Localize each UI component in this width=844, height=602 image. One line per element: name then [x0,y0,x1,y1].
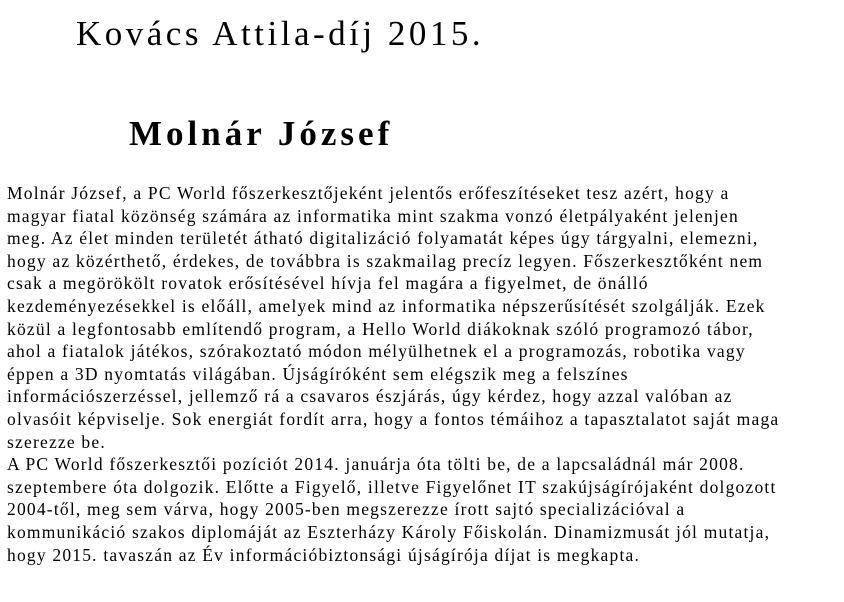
text-line: Molnár József, a PC World főszerkesztőjeként jelentős erőfeszítéseket tesz azért, hogy a [7,183,730,203]
text-line: 2004-től, meg sem várva, hogy 2005-ben megszerezze írott sajtó specializációval a [7,499,686,520]
text-line: olvasóit képviselje. Sok energiát fordít arra, hogy a fontos témáihoz a tapasztalatot saját maga [7,408,780,429]
paragraph-career [7,453,837,566]
text-line: éppen a 3D nyomtatás világában. Újságíróként sem elégszik meg a felszínes [7,363,629,384]
text-line: magyar fiatal közönség számára az informatika mint szakma vonzó életpályaként jelenjen [7,205,739,226]
text-line: információszerzéssel, jellemző rá a csavaros észjárás, úgy kérdez, hogy azzal valóban az [7,386,733,407]
text-line: meg. Az élet minden területét átható digitalizáció folyamatát képes úgy tárgyalni, elemezni, [7,228,759,249]
text-line: közül a legfontosabb említendő program, a Hello World diákoknak szóló programozó tábor, [7,318,754,339]
document-body [7,182,837,566]
text-line: A PC World főszerkesztői pozíciót 2014. januárja óta tölti be, de a lapcsaládnál már 2008. [7,454,745,475]
paragraph-bio [7,182,837,453]
text-line: csak a megörökölt rovatok erősítésével hívja fel magára a figyelmet, de önálló [7,273,649,294]
document-title: Kovács Attila-díj 2015. [76,14,485,53]
text-line: kezdeményezésekkel is előáll, amelyek mind az informatika népszerűsítését szolgálják. Ezek [7,295,766,316]
text-line: hogy az közérthető, érdekes, de továbbra is szakmailag precíz legyen. Főszerkesztőként nem [7,250,764,271]
recipient-name: Molnár József [129,114,394,153]
text-line: szeptembere óta dolgozik. Előtte a Figyelő, illetve Figyelőnet IT szakújságírójaként dolgozott [7,476,777,497]
text-line: kommunikáció szakos diplomáját az Eszterházy Károly Főiskolán. Dinamizmusát jól mutatja, [7,521,771,542]
text-line: szerezze be. [7,431,106,452]
text-line: hogy 2015. tavaszán az Év információbiztonsági újságírója díjat is megkapta. [7,544,641,565]
text-line: ahol a fiatalok játékos, szórakoztató módon mélyülhetnek el a programozás, robotika vagy [7,341,746,362]
